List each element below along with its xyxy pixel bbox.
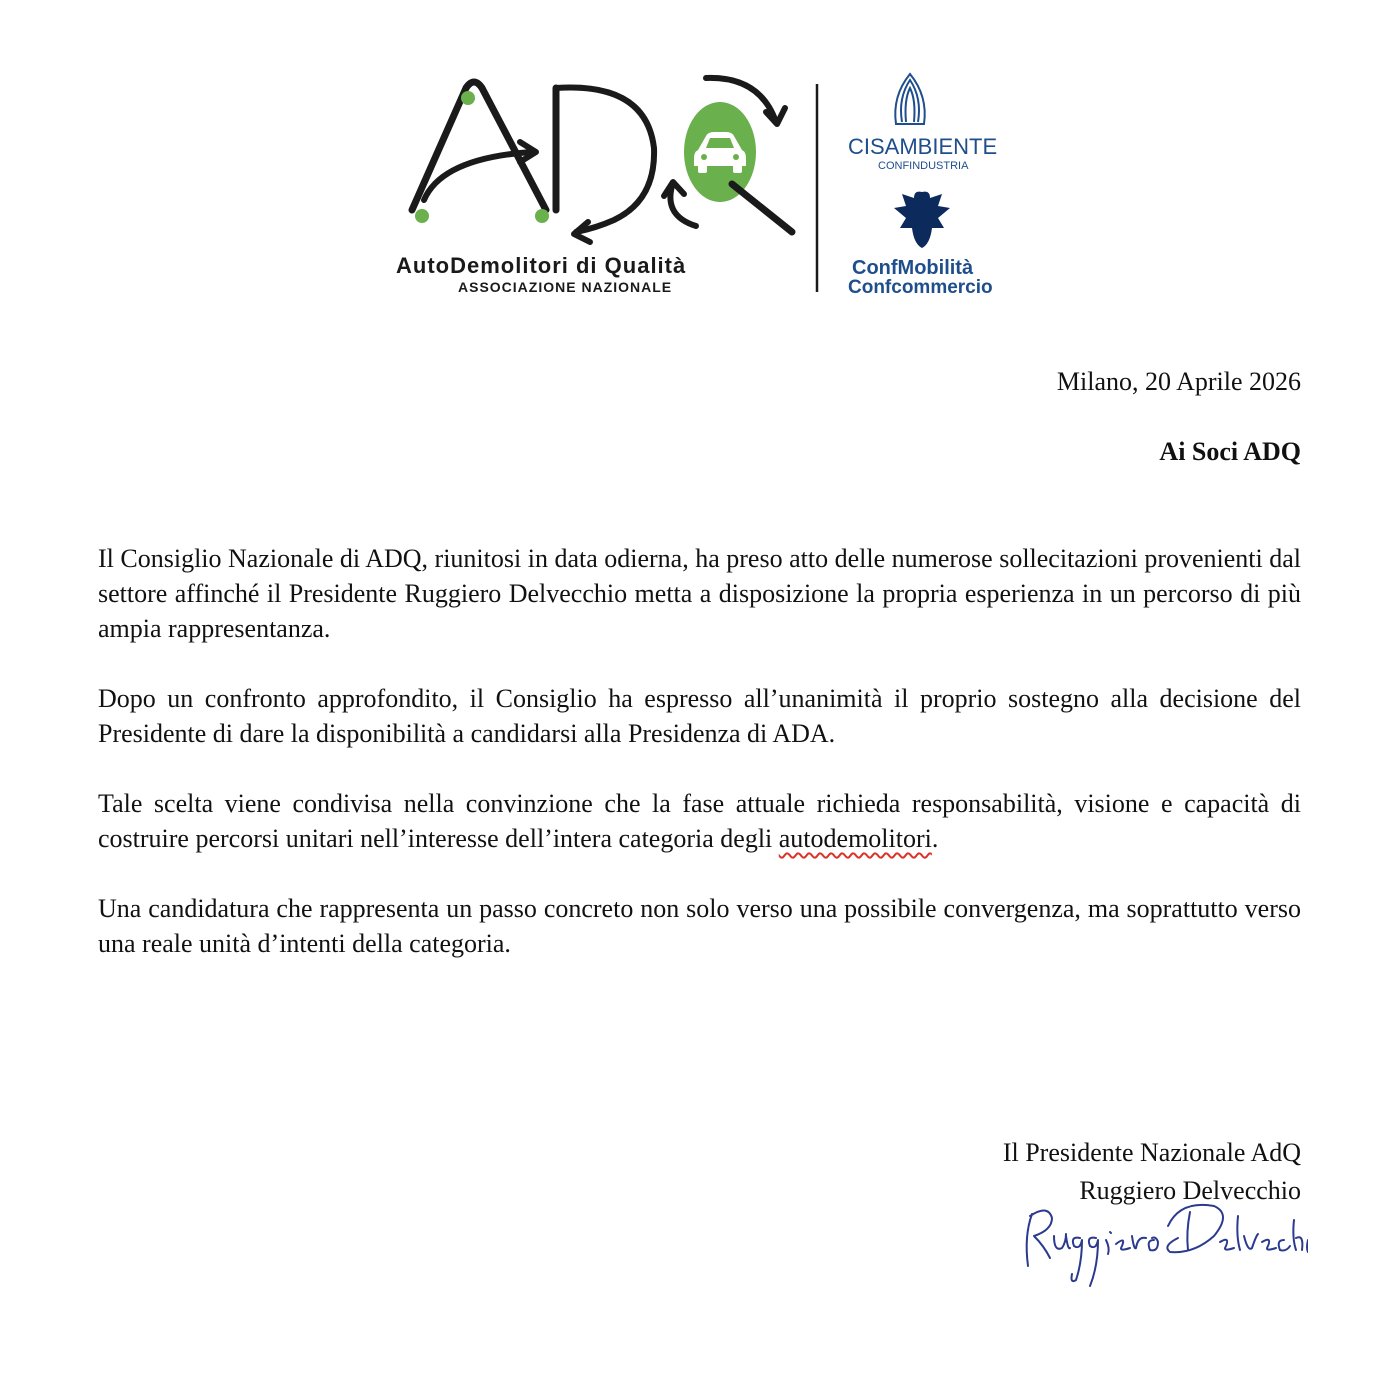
- cisambiente-sub: CONFINDUSTRIA: [878, 160, 969, 172]
- letterhead-logos: [396, 66, 1016, 306]
- paragraph-3-end: .: [931, 824, 939, 853]
- paragraph-4: Una candidatura che rappresenta un passo concreto non solo verso una possibile convergenza, ma soprattutto verso una reale unità d’intenti della categoria.: [98, 894, 1301, 958]
- paragraph-3: [98, 786, 1301, 856]
- paragraph-1: Il Consiglio Nazionale di ADQ, riunitosi in data odierna, ha preso atto delle numerose sollecitazioni provenienti dal settore affinché il Presidente Ruggiero Delvecchio metta a disposizione la propria esperienza in un percorso di più ampia rappresentanza.: [98, 544, 1301, 643]
- adq-logo: [396, 78, 792, 295]
- eagle-icon: [894, 192, 950, 248]
- confmobilita-line1: ConfMobilità: [852, 257, 974, 279]
- handwritten-signature: [1018, 1196, 1308, 1292]
- signatory-name: Ruggiero Delvecchio: [1079, 1176, 1301, 1205]
- letterhead: [396, 66, 1016, 306]
- adq-subtitle: ASSOCIAZIONE NAZIONALE: [458, 279, 673, 295]
- letter-body: [98, 541, 1301, 996]
- paragraph-2: Dopo un confronto approfondito, il Consiglio ha espresso all’unanimità il proprio sostegno alla decisione del Presidente di dare la disponibilità a candidarsi alla Presidenza di ADA.: [98, 684, 1301, 748]
- paragraph-3-text: Tale scelta viene condivisa nella convinzione che la fase attuale richieda responsabilità, visione e capacità di costruire percorsi unitari nell’interesse dell’intera categoria degli: [98, 789, 1301, 853]
- cisambiente-logo: [848, 74, 997, 172]
- eagle-outline-icon: [895, 74, 924, 124]
- spellcheck-flagged-word[interactable]: autodemolitori: [778, 824, 932, 853]
- signature-icon: [1018, 1196, 1308, 1292]
- confmobilita-line2: Confcommercio: [848, 277, 993, 298]
- cisambiente-name: CISAMBIENTE: [848, 134, 998, 159]
- signatory-title: Il Presidente Nazionale AdQ: [1002, 1138, 1301, 1167]
- confmobilita-logo: [848, 192, 993, 298]
- adq-tagline: AutoDemolitori di Qualità: [396, 253, 687, 278]
- letter-recipient: Ai Soci ADQ: [1159, 437, 1301, 466]
- letter-date: Milano, 20 Aprile 2026: [1056, 367, 1301, 396]
